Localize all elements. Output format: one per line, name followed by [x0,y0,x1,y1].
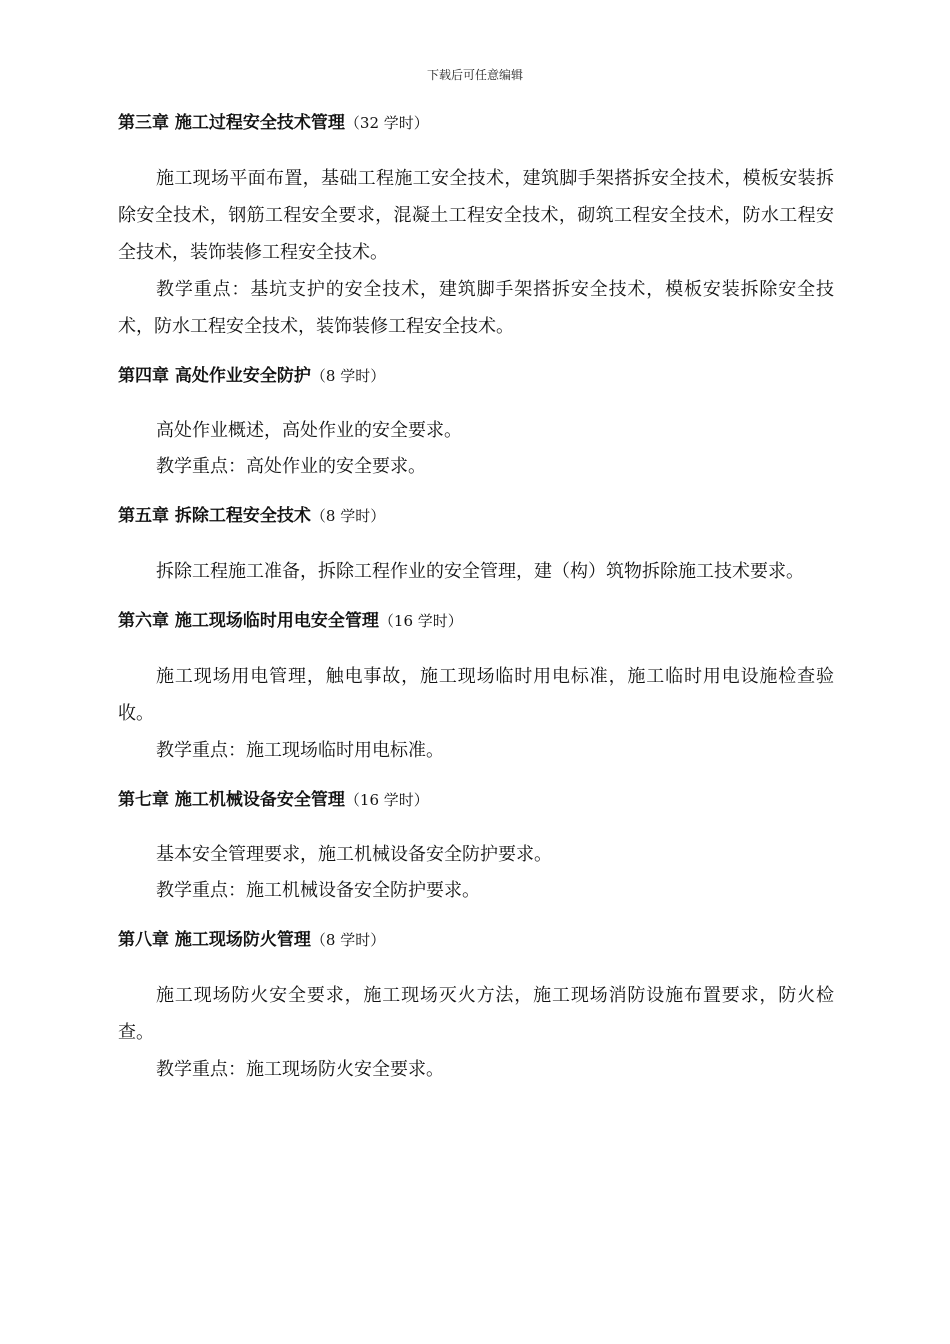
chapter-hours: （16 学时） [344,791,429,809]
chapter-8 [118,927,834,1088]
chapter-7 [118,787,834,927]
chapter-heading [118,503,834,529]
chapter-title: 第三章 施工过程安全技术管理 [118,113,345,133]
teaching-focus: 教学重点：施工机械设备安全防护要求。 [156,880,480,901]
chapter-heading [118,787,834,813]
chapter-title: 第四章 高处作业安全防护 [118,366,311,386]
chapter-hours: （16 学时） [378,612,463,630]
chapter-4 [118,363,834,503]
chapter-content: 高处作业概述，高处作业的安全要求。 [156,420,462,441]
chapter-content: 施工现场用电管理，触电事故，施工现场临时用电标准，施工临时用电设施检查验收。 [118,666,834,724]
teaching-focus: 教学重点：基坑支护的安全技术，建筑脚手架搭拆安全技术，模板安装拆除安全技术，防水工程安全技术，装饰装修工程安全技术。 [118,279,834,337]
chapter-5 [118,503,834,608]
chapter-heading [118,110,834,136]
teaching-focus: 教学重点：施工现场防火安全要求。 [156,1059,444,1080]
chapter-title: 第五章 拆除工程安全技术 [118,506,311,526]
chapter-3 [118,110,834,363]
chapter-title: 第七章 施工机械设备安全管理 [118,790,345,810]
chapter-title: 第六章 施工现场临时用电安全管理 [118,611,379,631]
chapter-content: 施工现场平面布置，基础工程施工安全技术，建筑脚手架搭拆安全技术，模板安装拆除安全技术，钢筋工程安全要求，混凝土工程安全技术，砌筑工程安全技术，防水工程安全技术，装饰装修工程安全技术。 [118,168,834,263]
chapter-hours: （8 学时） [310,507,386,525]
chapter-title: 第八章 施工现场防火管理 [118,930,311,950]
chapter-hours: （8 学时） [310,931,386,949]
teaching-focus: 教学重点：施工现场临时用电标准。 [156,740,444,761]
chapter-hours: （32 学时） [344,114,429,132]
chapter-6 [118,608,834,787]
chapter-heading [118,608,834,634]
document-body [118,110,834,1088]
chapter-content: 拆除工程施工准备，拆除工程作业的安全管理，建（构）筑物拆除施工技术要求。 [156,561,804,582]
chapter-hours: （8 学时） [310,367,386,385]
chapter-content: 基本安全管理要求，施工机械设备安全防护要求。 [156,844,552,865]
chapter-heading [118,363,834,389]
page-header: 下载后可任意编辑 [426,68,523,82]
chapter-content: 施工现场防火安全要求，施工现场灭火方法，施工现场消防设施布置要求，防火检查。 [118,985,834,1043]
chapter-heading [118,927,834,953]
teaching-focus: 教学重点：高处作业的安全要求。 [156,456,426,477]
